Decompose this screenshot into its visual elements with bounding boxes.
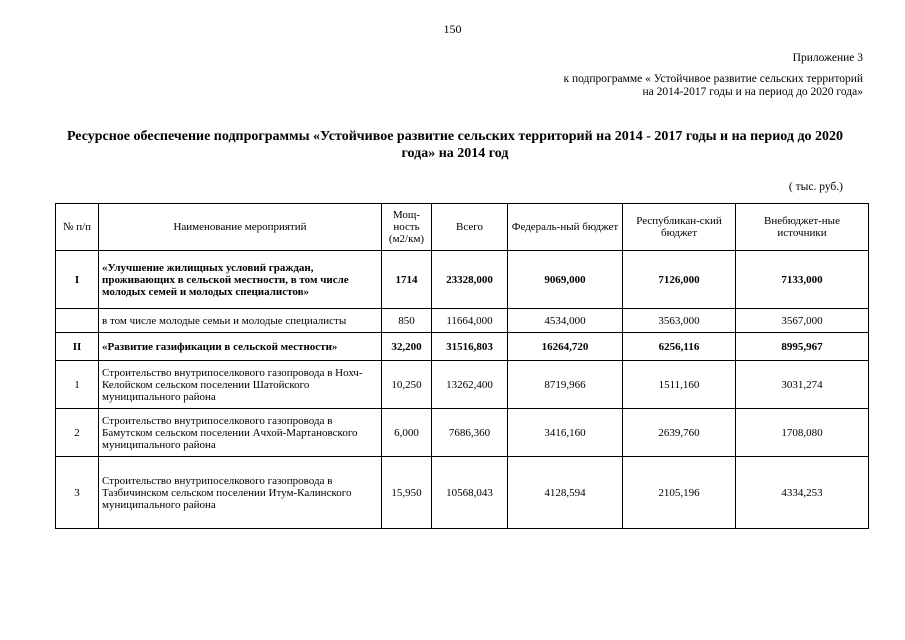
header-extrabudget: Внебюджет-ные источники	[736, 204, 869, 251]
row-extrabudget: 4334,253	[736, 457, 869, 529]
header-capacity: Мощ-ность (м2/км)	[382, 204, 432, 251]
row-capacity: 6,000	[382, 409, 432, 457]
header-total: Всего	[432, 204, 508, 251]
row-total: 7686,360	[432, 409, 508, 457]
unit-label: ( тыс. руб.)	[788, 181, 843, 193]
row-total: 31516,803	[432, 333, 508, 361]
row-republic: 2105,196	[623, 457, 736, 529]
row-num: I	[56, 251, 99, 309]
row-federal: 9069,000	[508, 251, 623, 309]
row-extrabudget: 1708,080	[736, 409, 869, 457]
table-row	[56, 409, 869, 457]
header-republic: Республикан-ский бюджет	[623, 204, 736, 251]
table-row	[56, 457, 869, 529]
appendix-header	[564, 52, 863, 99]
header-num: № п/п	[56, 204, 99, 251]
budget-table	[55, 203, 869, 529]
row-capacity: 1714	[382, 251, 432, 309]
row-name: «Развитие газификации в сельской местности»	[99, 333, 382, 361]
row-republic: 6256,116	[623, 333, 736, 361]
table-row	[56, 309, 869, 333]
row-federal: 4128,594	[508, 457, 623, 529]
row-extrabudget: 7133,000	[736, 251, 869, 309]
row-name: Строительство внутрипоселкового газопровода в Бамутском сельском поселении Ачхой-Мартановского муниципального района	[99, 409, 382, 457]
row-republic: 2639,760	[623, 409, 736, 457]
table-row	[56, 333, 869, 361]
row-extrabudget: 3567,000	[736, 309, 869, 333]
row-name: Строительство внутрипоселкового газопровода в Нохч- Келойском сельском поселении Шатойского муниципального района	[99, 361, 382, 409]
row-extrabudget: 3031,274	[736, 361, 869, 409]
row-num: 1	[56, 361, 99, 409]
appendix-line-1: к подпрограмме « Устойчивое развитие сельских территорий	[563, 73, 863, 85]
row-federal: 3416,160	[508, 409, 623, 457]
row-num: II	[56, 333, 99, 361]
row-num: 2	[56, 409, 99, 457]
row-num: 3	[56, 457, 99, 529]
row-republic: 3563,000	[623, 309, 736, 333]
table-row	[56, 361, 869, 409]
row-federal: 16264,720	[508, 333, 623, 361]
table-row	[56, 251, 869, 309]
row-federal: 4534,000	[508, 309, 623, 333]
row-name: «Улучшение жилищных условий граждан, проживающих в сельской местности, в том числе молодых семей и молодых специалистов»	[99, 251, 382, 309]
row-capacity: 10,250	[382, 361, 432, 409]
document-title: Ресурсное обеспечение подпрограммы «Устойчивое развитие сельских территорий на 2014 - 2017 годы и на период до 2020 года» на 2014 год	[66, 129, 844, 161]
row-federal: 8719,966	[508, 361, 623, 409]
appendix-title: Приложение 3	[792, 52, 863, 64]
header-name: Наименование мероприятий	[99, 204, 382, 251]
row-total: 23328,000	[432, 251, 508, 309]
row-republic: 1511,160	[623, 361, 736, 409]
row-num	[56, 309, 99, 333]
row-name: в том числе молодые семьи и молодые специалисты	[99, 309, 382, 333]
row-capacity: 850	[382, 309, 432, 333]
row-total: 11664,000	[432, 309, 508, 333]
row-capacity: 32,200	[382, 333, 432, 361]
row-extrabudget: 8995,967	[736, 333, 869, 361]
table-header-row	[56, 204, 869, 251]
row-capacity: 15,950	[382, 457, 432, 529]
row-total: 10568,043	[432, 457, 508, 529]
appendix-line-2: на 2014-2017 годы и на период до 2020 года»	[642, 86, 863, 98]
row-total: 13262,400	[432, 361, 508, 409]
row-republic: 7126,000	[623, 251, 736, 309]
page-number: 150	[443, 22, 462, 36]
header-federal: Федераль-ный бюджет	[508, 204, 623, 251]
row-name: Строительство внутрипоселкового газопровода в Тазбичинском сельском поселении Итум-Калинского муниципального района	[99, 457, 382, 529]
